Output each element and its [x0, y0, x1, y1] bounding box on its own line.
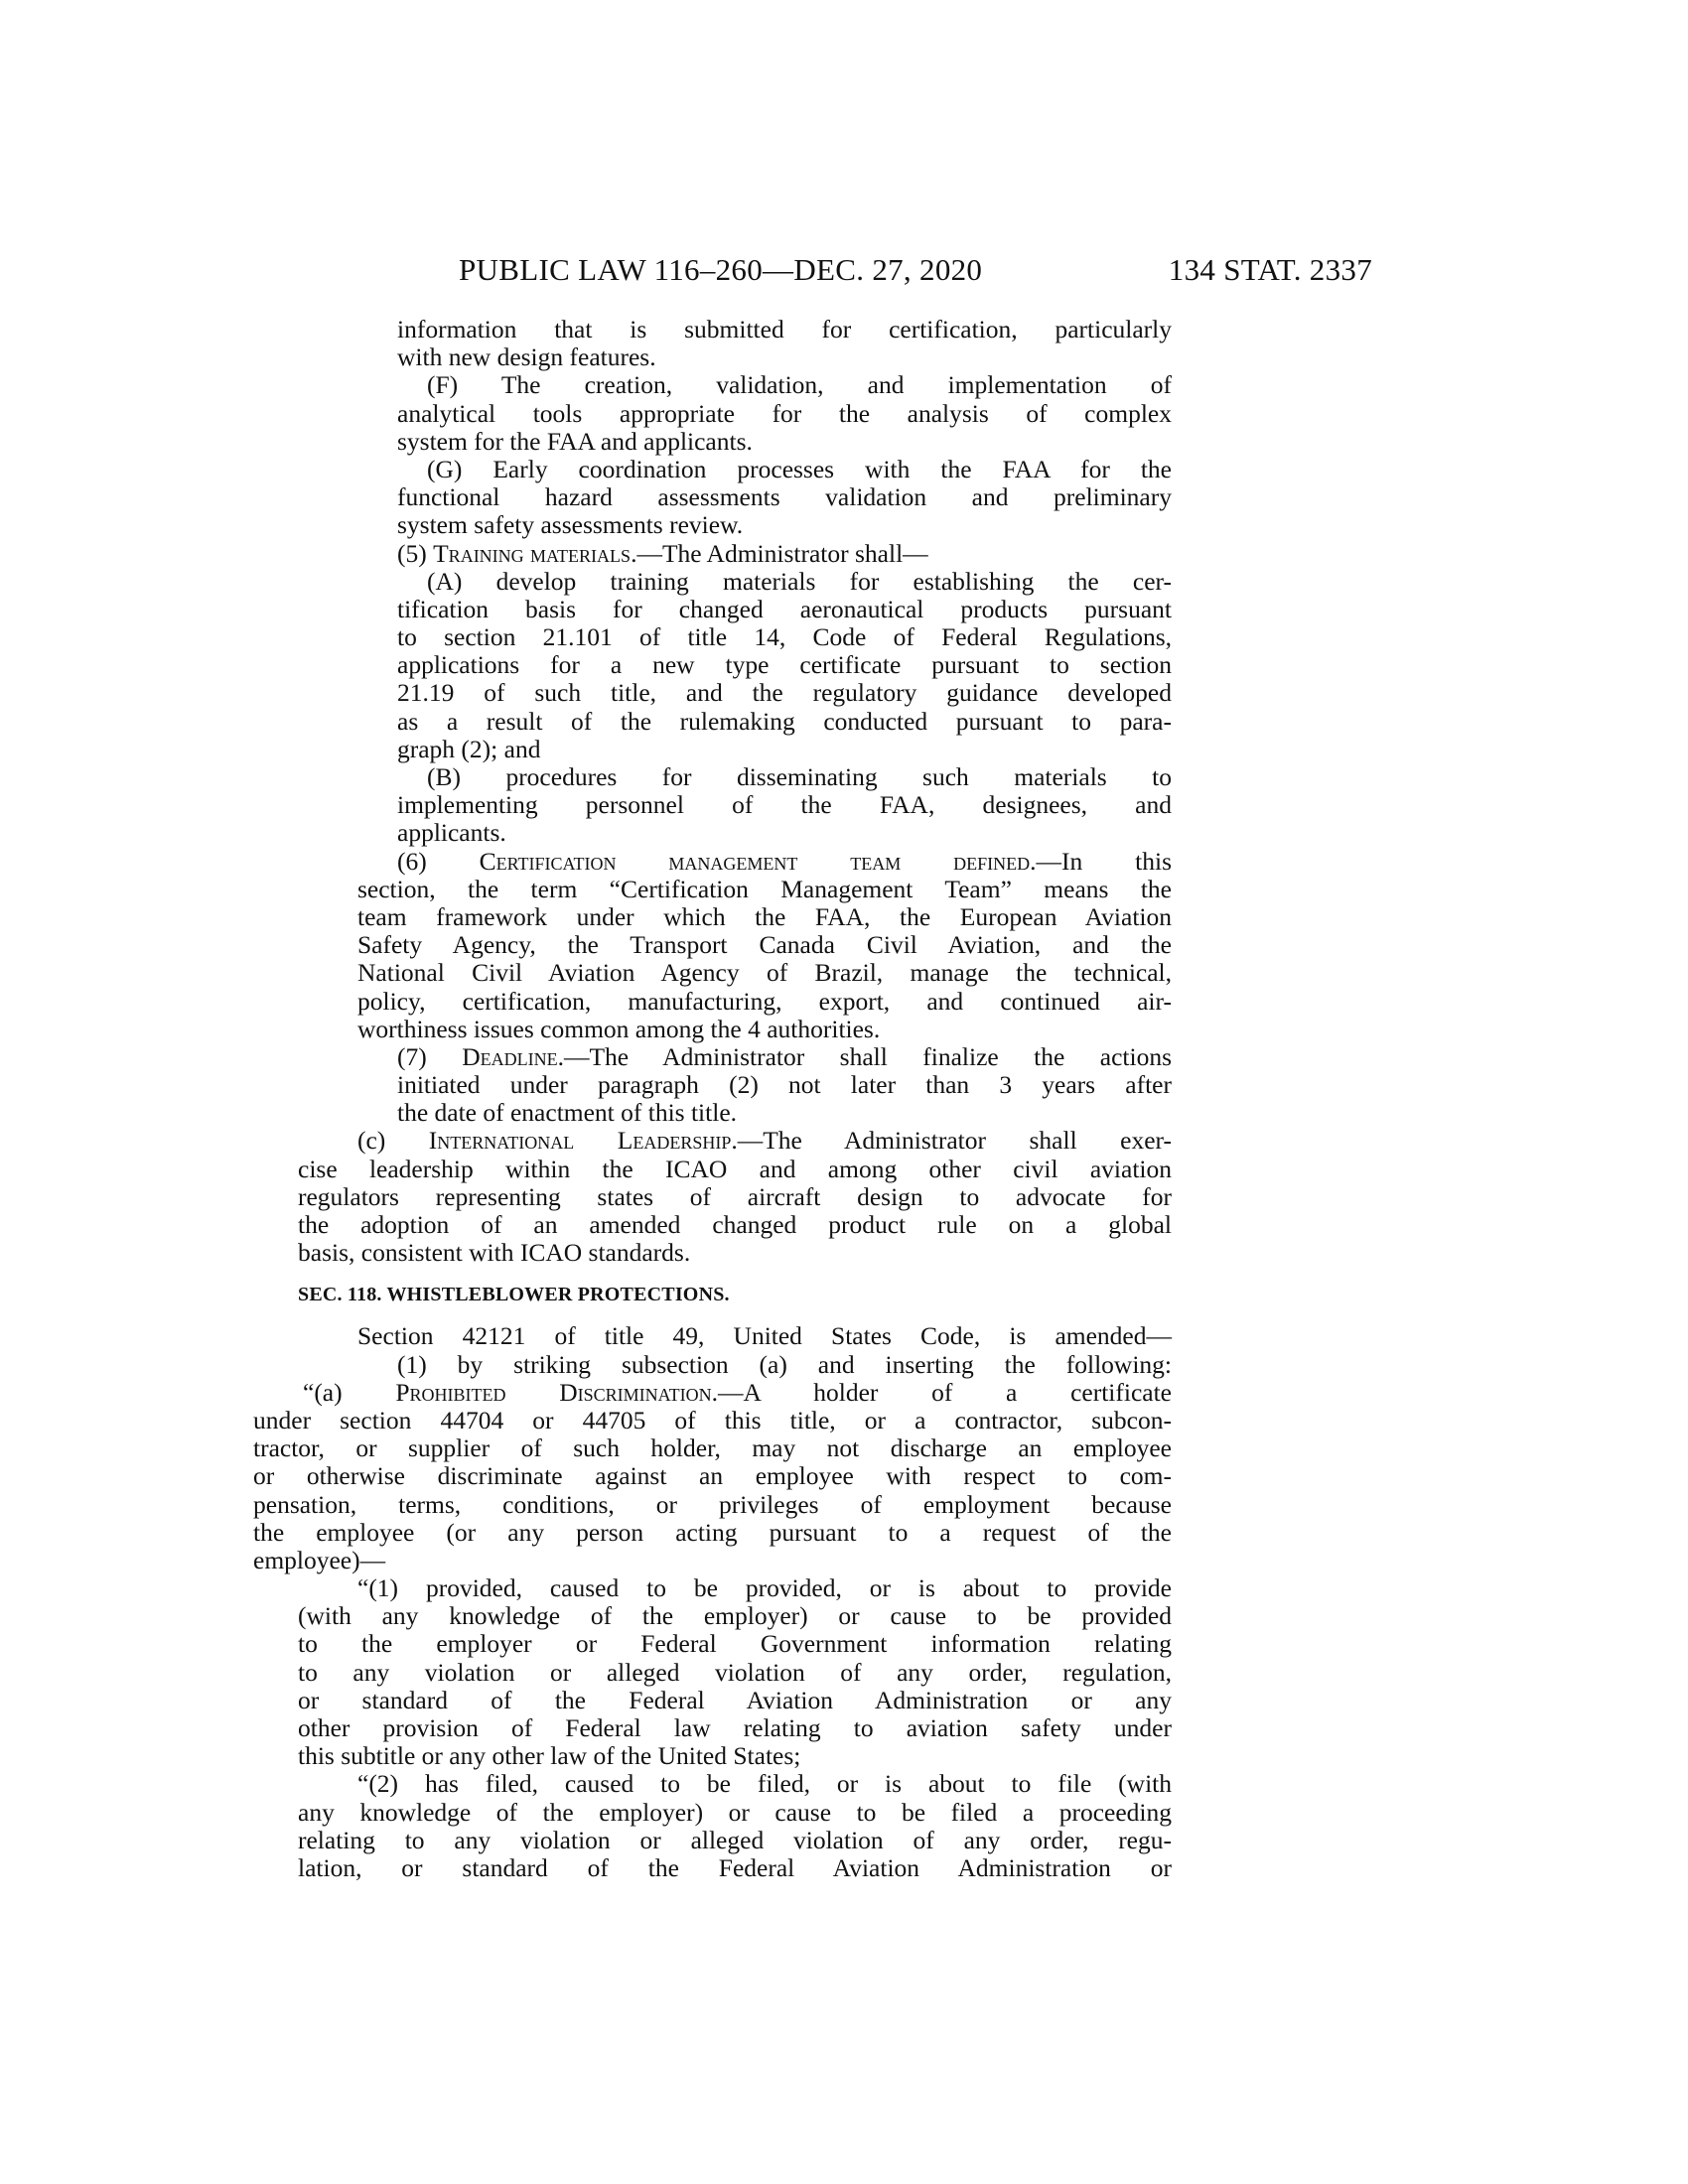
text-line: National Civil Aviation Agency of Brazil, manage the technical,	[357, 958, 1172, 988]
paragraph-heading	[298, 1043, 1172, 1071]
text-line: analytical tools appropriate for the analysis of complex	[397, 398, 1172, 428]
text-line: (A) develop training materials for establishing the cer-	[427, 566, 1172, 596]
paragraph-number: (c)	[357, 1126, 429, 1156]
text-line: 21.19 of such title, and the regulatory guidance developed	[397, 678, 1172, 708]
paragraph-lead: .—A holder of a certificate	[711, 1377, 1172, 1407]
paragraph-lead: .—The Administrator shall exer-	[731, 1126, 1172, 1156]
text-line: applications for a new type certificate pursuant to section	[397, 650, 1172, 680]
paragraph-heading	[298, 848, 1172, 876]
text-line: to any violation or alleged violation of any order, regulation,	[298, 1657, 1172, 1687]
text-line: (F) The creation, validation, and implementation of	[427, 370, 1172, 400]
text-line: team framework under which the FAA, the European Aviation	[357, 901, 1172, 931]
text-line: worthiness issues common among the 4 authorities.	[357, 1014, 881, 1043]
text-line: graph (2); and	[397, 734, 541, 763]
text-line: functional hazard assessments validation and preliminary	[397, 482, 1172, 512]
paragraph-number: (6)	[397, 846, 480, 876]
text-line: (G) Early coordination processes with the FAA for the	[427, 454, 1172, 483]
text-line: or otherwise discriminate against an employee with respect to com-	[253, 1461, 1172, 1491]
text-line: system for the FAA and applicants.	[397, 426, 753, 456]
text-line: information that is submitted for certification, particularly	[397, 315, 1172, 343]
text-line: tractor, or supplier of such holder, may not discharge an employee	[253, 1433, 1172, 1463]
text-line: any knowledge of the employer) or cause to be filed a proceeding	[298, 1797, 1172, 1827]
text-line: (1) by striking subsection (a) and inserting the following:	[397, 1349, 1172, 1379]
text-line: regulators representing states of aircraft design to advocate for	[298, 1181, 1172, 1211]
text-line: employee)—	[253, 1545, 386, 1574]
paragraph-number: (7)	[397, 1041, 463, 1071]
text-line: or standard of the Federal Aviation Administration or any	[298, 1685, 1172, 1714]
paragraph-heading	[298, 1379, 1172, 1407]
text-line: Safety Agency, the Transport Canada Civil Aviation, and the	[357, 930, 1172, 960]
text-line: Section 42121 of title 49, United States Code, is amended—	[357, 1321, 1172, 1351]
body-text	[253, 315, 1173, 1882]
text-line: applicants.	[397, 818, 506, 848]
text-line: tification basis for changed aeronautical products pursuant	[397, 594, 1172, 623]
text-line: system safety assessments review.	[397, 510, 744, 540]
text-line: “(1) provided, caused to be provided, or is about to provide	[357, 1573, 1172, 1603]
text-line: initiated under paragraph (2) not later than 3 years after	[397, 1070, 1172, 1100]
text-line: under section 44704 or 44705 of this title, or a contractor, subcon-	[253, 1405, 1172, 1434]
header-page-number: 134 STAT. 2337	[1168, 252, 1372, 287]
running-header	[459, 250, 1372, 290]
paragraph-heading	[298, 1127, 1172, 1155]
paragraph-caption: Training materials	[433, 538, 632, 568]
text-line: basis, consistent with ICAO standards.	[298, 1238, 691, 1268]
text-line: section, the term “Certification Management Team” means the	[357, 874, 1172, 903]
text-line: (B) procedures for disseminating such materials to	[427, 762, 1172, 791]
paragraph-caption: Certification management team defined	[479, 846, 1031, 876]
text-line: to section 21.101 of title 14, Code of Federal Regulations,	[397, 622, 1172, 652]
paragraph-caption: Deadline	[462, 1041, 558, 1071]
text-line: to the employer or Federal Government information relating	[298, 1629, 1172, 1659]
paragraph-lead: .—In this	[1030, 846, 1172, 876]
text-line: cise leadership within the ICAO and among other civil aviation	[298, 1154, 1172, 1183]
text-line: “(2) has filed, caused to be filed, or is about to file (with	[357, 1769, 1172, 1799]
text-line: other provision of Federal law relating to aviation safety under	[298, 1713, 1172, 1742]
paragraph-caption: Prohibited Discrimination	[395, 1377, 712, 1407]
text-line: policy, certification, manufacturing, export, and continued air-	[357, 986, 1172, 1016]
text-line: the employee (or any person acting pursuant to a request of the	[253, 1517, 1172, 1547]
text-line: relating to any violation or alleged violation of any order, regu-	[298, 1825, 1172, 1854]
text-line: implementing personnel of the FAA, designees, and	[397, 790, 1172, 820]
header-citation: PUBLIC LAW 116–260—DEC. 27, 2020	[459, 252, 983, 287]
paragraph-lead: .—The Administrator shall finalize the actions	[557, 1041, 1173, 1071]
text-line: the adoption of an amended changed product rule on a global	[298, 1210, 1172, 1239]
text-line: pensation, terms, conditions, or privileges of employment because	[253, 1489, 1172, 1519]
text-line: as a result of the rulemaking conducted pursuant to para-	[397, 706, 1172, 736]
text-line: (with any knowledge of the employer) or cause to be provided	[298, 1601, 1172, 1631]
text-line: this subtitle or any other law of the United States;	[298, 1741, 801, 1771]
section-heading: SEC. 118. WHISTLEBLOWER PROTECTIONS.	[298, 1284, 730, 1306]
text-line: the date of enactment of this title.	[397, 1098, 738, 1128]
paragraph-caption: International Leadership	[428, 1126, 732, 1156]
text-line: with new design features.	[397, 342, 656, 372]
paragraph-heading	[298, 540, 1172, 568]
paragraph-number: “(a)	[303, 1377, 396, 1407]
paragraph-number: (5)	[397, 538, 434, 568]
paragraph-lead: .—The Administrator shall—	[631, 538, 928, 568]
text-line: lation, or standard of the Federal Aviation Administration or	[298, 1852, 1172, 1882]
